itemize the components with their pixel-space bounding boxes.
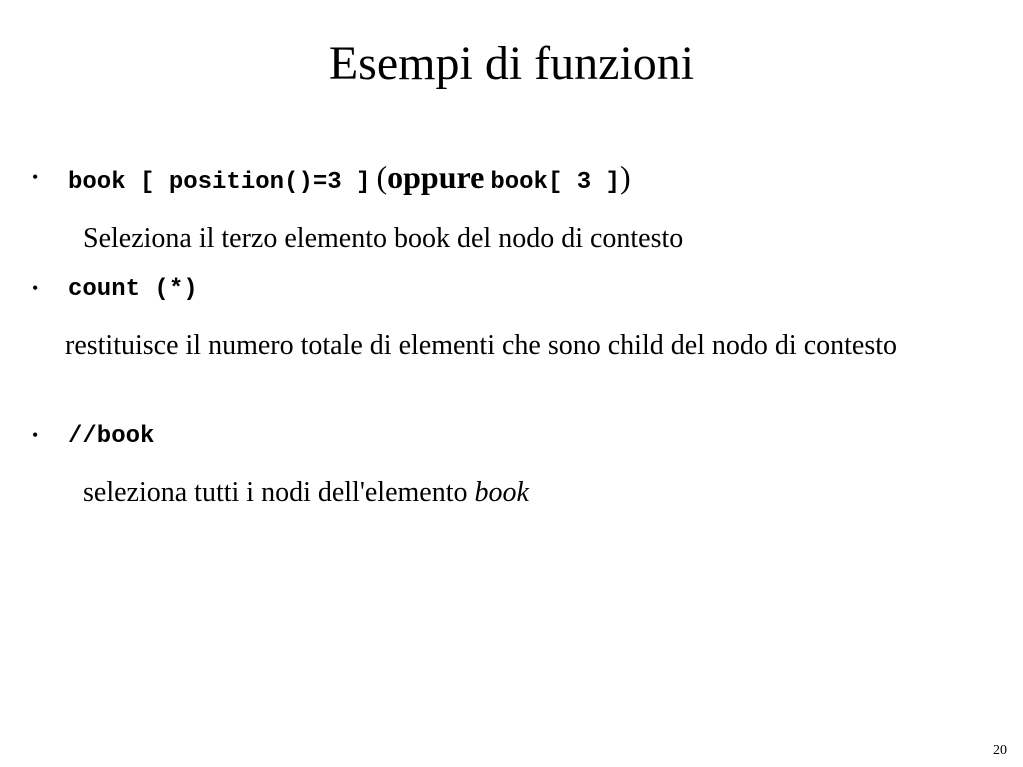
item-description (83, 473, 529, 513)
item-description: restituisce il numero totale di elementi che sono child del nodo di contesto (65, 330, 898, 361)
item-description: Seleziona il terzo elemento book del nodo di contesto (83, 223, 684, 254)
alternative-code: book[ 3 ] (490, 169, 620, 196)
bullet-icon: • (32, 425, 39, 445)
code-example-line (68, 159, 631, 198)
alternative-word: oppure (387, 159, 485, 195)
code-example-line (68, 420, 154, 452)
bullet-icon: • (32, 167, 39, 187)
code-example: count (*) (68, 276, 198, 303)
description-emphasis: book (474, 477, 529, 508)
code-example: book [ position()=3 ] (68, 169, 371, 196)
description-text: seleziona tutti i nodi dell'elemento (83, 477, 468, 508)
close-paren: ) (619, 159, 631, 195)
slide-title: Esempi di funzioni (328, 37, 695, 90)
code-example: //book (68, 423, 155, 450)
code-example-line (68, 273, 198, 305)
bullet-icon: • (32, 278, 39, 298)
open-paren: ( (376, 159, 388, 195)
page-number: 20 (993, 743, 1007, 758)
